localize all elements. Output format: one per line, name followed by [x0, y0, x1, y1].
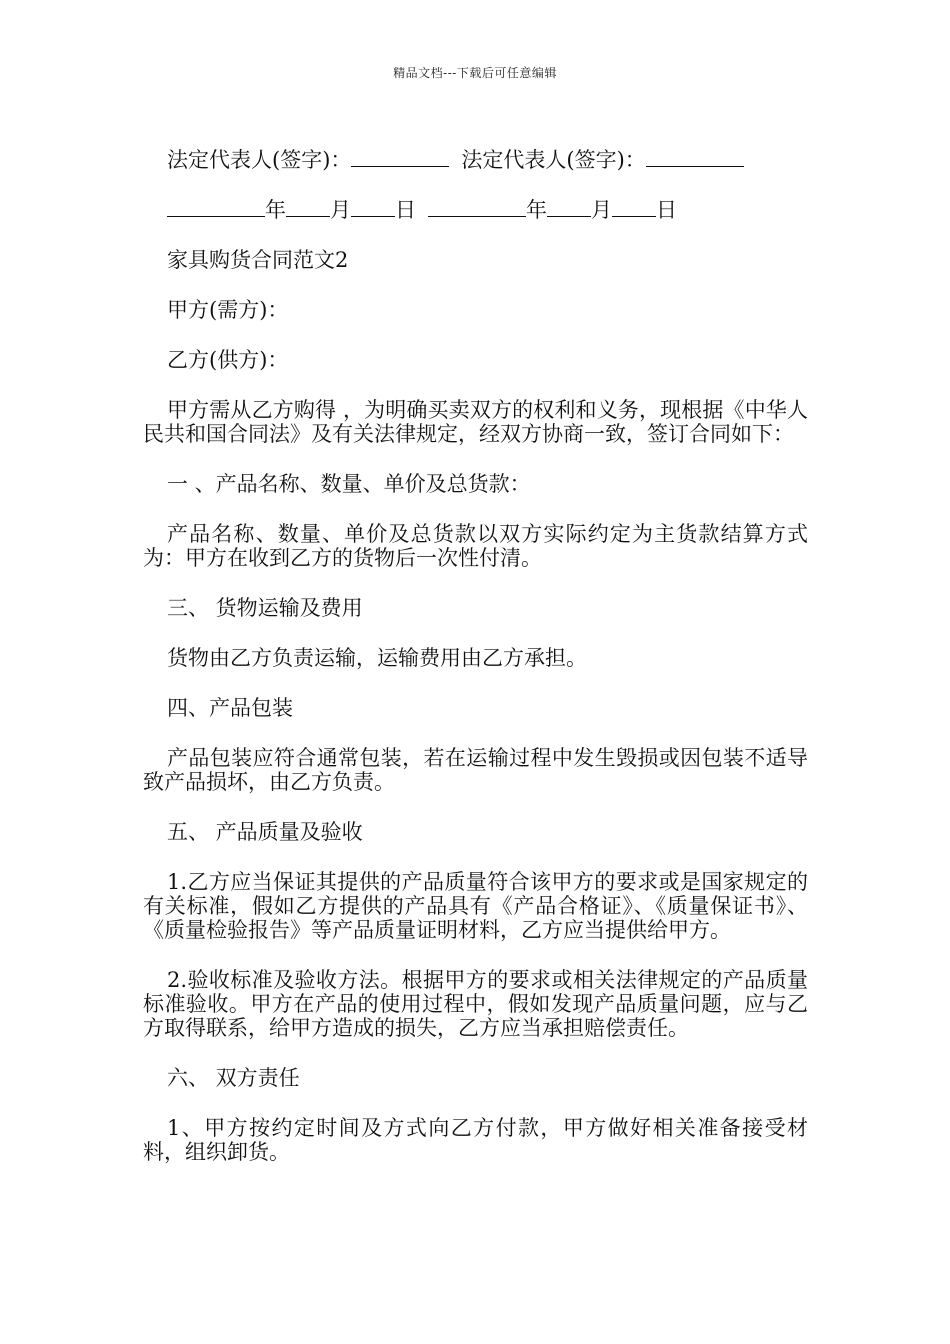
- party-b-line: 乙方(供方)：: [167, 348, 289, 372]
- section-heading-5: 五、 产品质量及验收: [167, 820, 363, 844]
- section-5-item-1: 1.乙方应当保证其提供的产品质量符合该甲方的要求或是国家规定的有关标准，假如乙方提供的产品具有《产品合格证》、《质量保证书》、《质量检验报告》等产品质量证明材料，乙方应当提供给甲方。: [143, 870, 808, 942]
- date-day-label-a: 日: [395, 198, 416, 222]
- section-1-paragraph: 产品名称、数量、单价及总货款以双方实际约定为主货款结算方式为：甲方在收到乙方的货物后一次性付清。: [143, 522, 808, 570]
- page-header: 精品文档---下载后可任意编辑: [393, 66, 557, 80]
- section-4-paragraph: 产品包装应符合通常包装，若在运输过程中发生毁损或因包装不适导致产品损坏，由乙方负责。: [143, 746, 808, 794]
- date-month-label-b: 月: [591, 198, 612, 222]
- preamble-paragraph: 甲方需从乙方购得 ，为明确买卖双方的权利和义务，现根据《中华人民共和国合同法》及有关法律规定，经双方协商一致，签订合同如下：: [143, 398, 808, 446]
- date-row: [143, 198, 808, 222]
- date-year-label-b: 年: [526, 198, 547, 222]
- signature-label-party-b: 法定代表人(签字)：: [461, 148, 646, 172]
- date-blank-month-b: [547, 198, 591, 217]
- date-blank-month-a: [286, 198, 330, 217]
- signature-row: [143, 148, 808, 172]
- document-title: 家具购货合同范文2: [167, 248, 349, 272]
- section-5-item-2: 2.验收标准及验收方法。根据甲方的要求或相关法律规定的产品质量标准验收。甲方在产品的使用过程中，假如发现产品质量问题，应与乙方取得联系，给甲方造成的损失，乙方应当承担赔偿责任。: [143, 968, 808, 1040]
- section-heading-1: 一 、产品名称、数量、单价及总货款：: [167, 472, 531, 496]
- section-3-paragraph: 货物由乙方负责运输，运输费用由乙方承担。: [167, 646, 587, 670]
- signature-blank-party-b: [646, 148, 744, 167]
- date-month-label-a: 月: [330, 198, 351, 222]
- date-blank-year-a: [167, 198, 265, 217]
- signature-label-party-a: 法定代表人(签字)：: [167, 148, 352, 172]
- section-heading-4: 四、产品包装: [167, 696, 293, 720]
- party-a-line: 甲方(需方)：: [167, 298, 289, 322]
- section-6-item-1: 1、甲方按约定时间及方式向乙方付款，甲方做好相关准备接受材料，组织卸货。: [143, 1116, 808, 1164]
- date-day-label-b: 日: [656, 198, 677, 222]
- signature-blank-party-a: [351, 148, 449, 167]
- date-blank-day-b: [612, 198, 656, 217]
- section-heading-6: 六、 双方责任: [167, 1066, 300, 1090]
- date-year-label-a: 年: [265, 198, 286, 222]
- document-body: [143, 148, 808, 1190]
- date-blank-day-a: [351, 198, 395, 217]
- section-heading-3: 三、 货物运输及费用: [167, 596, 363, 620]
- date-blank-year-b: [428, 198, 526, 217]
